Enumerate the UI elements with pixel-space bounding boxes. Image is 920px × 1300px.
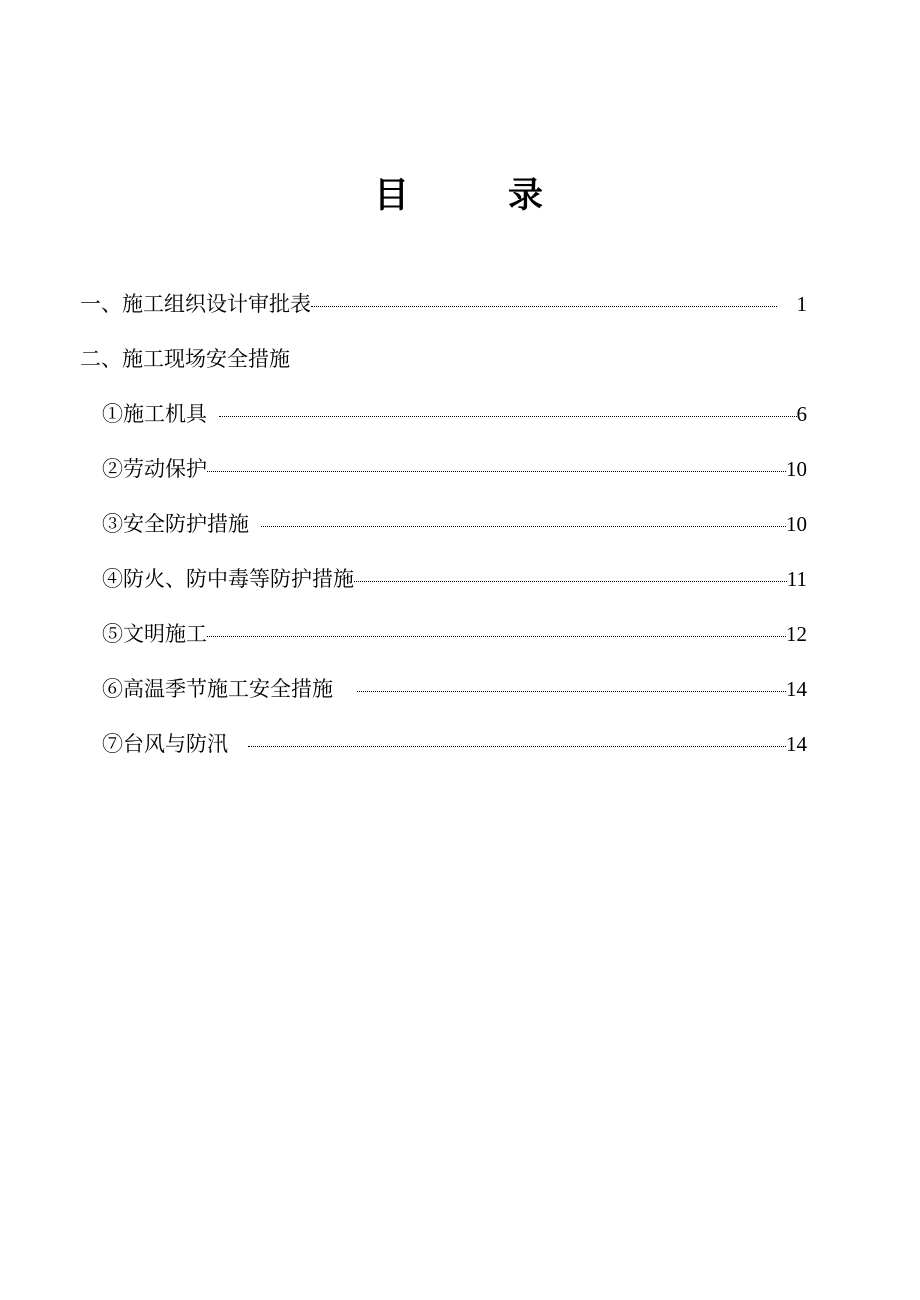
- toc-entry-page: 10: [786, 512, 807, 536]
- toc-dot-leader: [248, 746, 786, 747]
- toc-dot-leader: [311, 306, 777, 307]
- toc-entry-3[interactable]: [102, 399, 807, 429]
- toc-dot-leader: [354, 581, 787, 582]
- toc-entry-2[interactable]: [80, 344, 807, 374]
- toc-entry-5[interactable]: [102, 509, 807, 539]
- toc-dot-leader: [207, 471, 786, 472]
- toc-entry-7[interactable]: [102, 619, 807, 649]
- toc-entry-label: ⑤文明施工: [102, 622, 207, 646]
- toc-entry-6[interactable]: [102, 564, 807, 594]
- toc-entry-page: 14: [786, 732, 807, 756]
- toc-entry-page: 1: [796, 292, 807, 316]
- toc-entry-label: ⑦台风与防汛: [102, 732, 228, 756]
- toc-entry-8[interactable]: [102, 674, 807, 704]
- toc-entry-page: 11: [786, 567, 807, 591]
- toc-entry-1[interactable]: [80, 289, 807, 319]
- toc-entry-page: 12: [786, 622, 807, 646]
- toc-dot-leader: [219, 416, 797, 417]
- toc-entry-page: 10: [786, 457, 807, 481]
- toc-entry-label: 一、施工组织设计审批表: [80, 292, 311, 316]
- toc-entry-page: 6: [796, 402, 807, 426]
- page-title: [0, 168, 920, 224]
- toc-dot-leader: [207, 636, 786, 637]
- title-char-mu: 目: [374, 175, 410, 216]
- toc-entry-label: ②劳动保护: [102, 457, 207, 481]
- toc-entry-label: ③安全防护措施: [102, 512, 249, 536]
- toc-entry-label: 二、施工现场安全措施: [80, 347, 290, 371]
- toc-entry-label: ①施工机具: [102, 402, 207, 426]
- toc-entry-9[interactable]: [102, 729, 807, 759]
- toc-entry-label: ⑥高温季节施工安全措施: [102, 677, 333, 701]
- title-char-lu: 录: [508, 175, 544, 216]
- toc-dot-leader: [357, 691, 786, 692]
- toc-entry-page: 14: [786, 677, 807, 701]
- toc-entry-4[interactable]: [102, 454, 807, 484]
- toc-dot-leader: [261, 526, 786, 527]
- toc-entry-label: ④防火、防中毒等防护措施: [102, 567, 354, 591]
